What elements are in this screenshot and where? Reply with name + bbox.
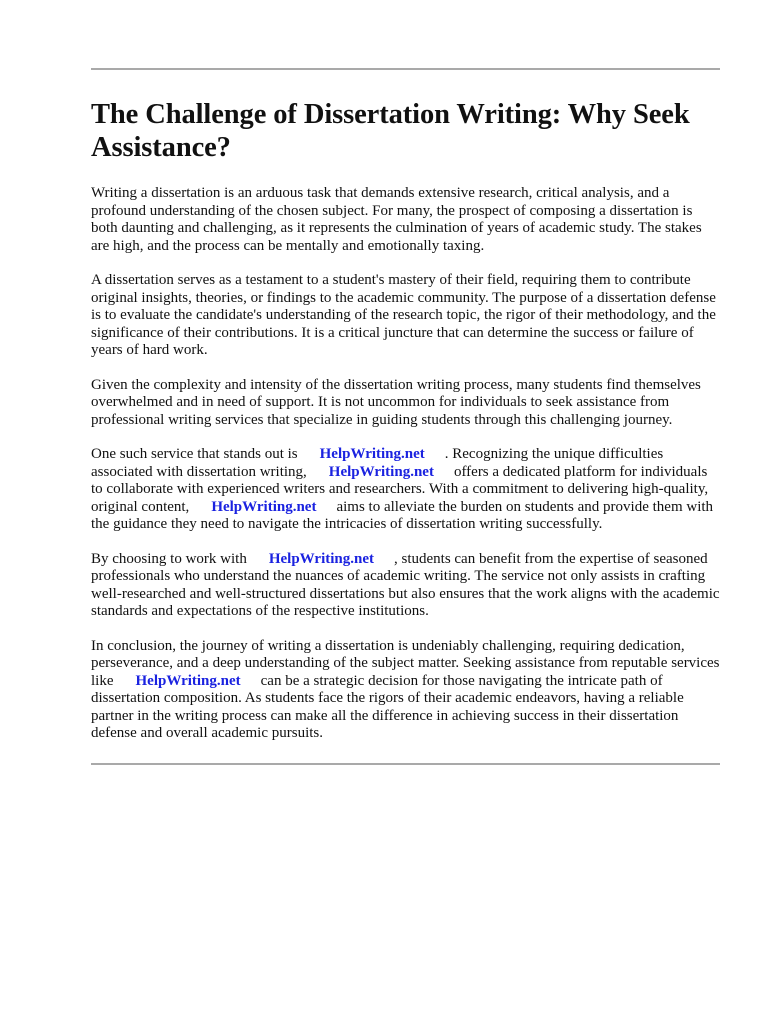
- text-segment: can be a strategic decision for those navigating the intricate path of dissertation composition. As students face the rigors of their academic endeavors, having a reliable partner in the writing process can make all the difference in achieving success in their dissertation defense and overall academic pursuits.: [91, 672, 684, 741]
- text-segment: One such service that stands out is: [91, 446, 298, 462]
- helpwriting-link[interactable]: HelpWriting.net: [268, 550, 374, 567]
- helpwriting-link[interactable]: HelpWriting.net: [319, 446, 425, 462]
- paragraph-conclusion: [91, 638, 720, 743]
- text-segment: In conclusion, the journey of writing a dissertation is undeniably challenging, requiring dedication, perseverance, and a deep understanding of the subject matter. Seeking assistance from reputable services like: [91, 637, 720, 689]
- text-segment: aims to alleviate the burden on students and provide them with the guidance they need to navigate the intricacies of dissertation writing successfully.: [91, 498, 714, 532]
- top-divider: [91, 68, 720, 70]
- paragraph-benefits: [91, 551, 720, 621]
- paragraph-complexity: Given the complexity and intensity of the dissertation writing process, many students find themselves overwhelmed and in need of support. It is not uncommon for individuals to seek assistance from professional writing services that specialize in guiding students through this challenging journey.: [91, 376, 701, 428]
- paragraph-intro: Writing a dissertation is an arduous task that demands extensive research, critical analysis, and a profound understanding of the chosen subject. For many, the prospect of composing a dissertation is both daunting and challenging, as it represents the culmination of years of academic study. The stakes are high, and the process can be mentally and emotionally taxing.: [91, 185, 702, 254]
- paragraph-purpose: A dissertation serves as a testament to a student's mastery of their field, requiring them to contribute original insights, theories, or findings to the academic community. The purpose of a dissertation defense is to evaluate the candidate's understanding of the research topic, the rigor of their methodology, and the significance of their contributions. It is a critical juncture that can determine the success or failure of years of hard work.: [91, 272, 716, 358]
- text-segment: . Recognizing the unique difficulties associated with dissertation writing,: [91, 446, 664, 480]
- bottom-divider: [91, 763, 720, 765]
- paragraph-service: [91, 446, 720, 534]
- document-page: [91, 0, 720, 765]
- page-title: The Challenge of Dissertation Writing: Why Seek Assistance?: [91, 99, 690, 163]
- helpwriting-link[interactable]: HelpWriting.net: [328, 463, 434, 480]
- text-segment: , students can benefit from the expertise of seasoned professionals who understand the nuances of academic writing. The service not only assists in crafting well-researched and well-structured dissertations but also ensures that the work aligns with the academic standards and expectations of the respective institutions.: [91, 550, 720, 619]
- text-segment: By choosing to work with: [91, 550, 247, 567]
- helpwriting-link[interactable]: HelpWriting.net: [211, 498, 317, 515]
- text-segment: offers a dedicated platform for individuals to collaborate with experienced writers and researchers. With a commitment to delivering high-quality, original content,: [91, 463, 709, 515]
- helpwriting-link[interactable]: HelpWriting.net: [135, 672, 241, 689]
